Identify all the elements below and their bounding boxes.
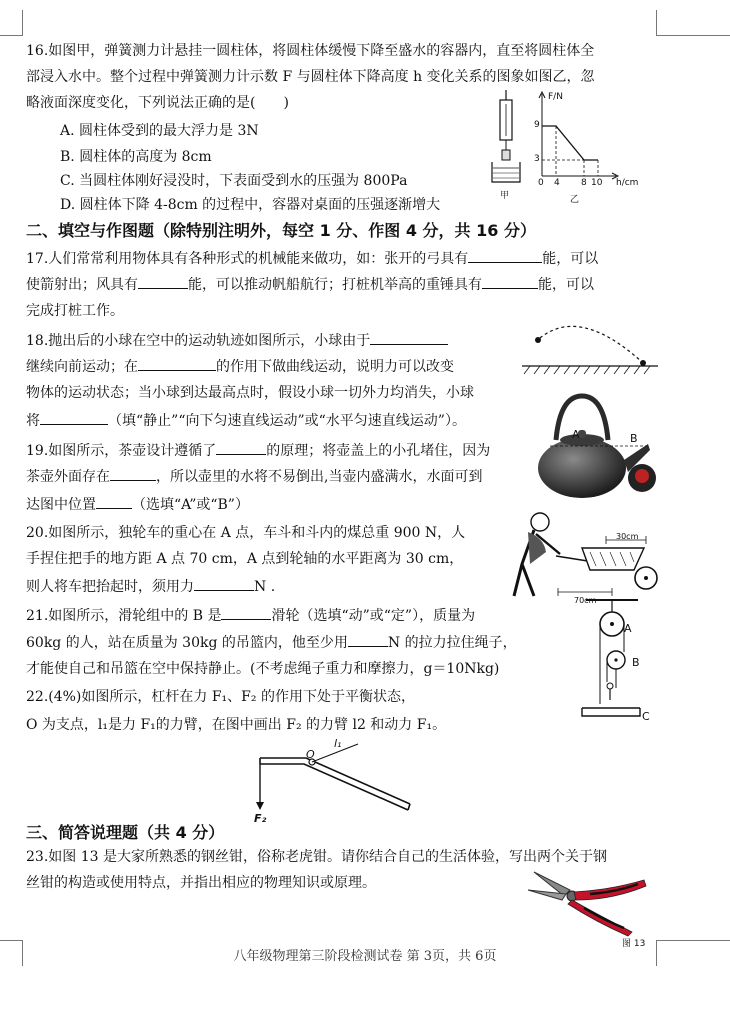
pulley-label-a: A — [624, 622, 632, 635]
q21-line-1 — [26, 605, 475, 625]
teapot-figure — [530, 390, 660, 502]
q20-line-3 — [26, 576, 275, 596]
wheelbarrow-figure — [500, 508, 662, 604]
graph-x-tick-0: 0 — [538, 178, 544, 188]
q21-text: 21.如图所示，滑轮组中的 B 是 — [26, 608, 222, 624]
answer-blank[interactable] — [40, 410, 108, 425]
crop-mark — [656, 940, 730, 941]
teapot-label-a: A — [572, 428, 580, 441]
section-3-title: 三、简答说理题（共 4 分） — [26, 823, 225, 842]
crop-mark — [22, 10, 23, 36]
q19-text: （选填“A”或“B”） — [132, 497, 249, 513]
graph-x-tick-4: 4 — [554, 178, 560, 188]
answer-blank[interactable] — [348, 632, 388, 647]
q19-text: 茶壶外面存在 — [26, 469, 110, 485]
q20-text: N . — [254, 579, 276, 595]
q18-text: 的作用下做曲线运动，说明力可以改变 — [216, 359, 454, 375]
graph-x-label: h/cm — [616, 178, 639, 188]
q20-line-1: 20.如图所示，独轮车的重心在 A 点，车斗和斗内的煤总重 900 N，人 — [26, 525, 466, 541]
section-2-title: 二、填空与作图题（除特别注明外，每空 1 分、作图 4 分，共 16 分） — [26, 221, 536, 240]
q18-text: 继续向前运动；在 — [26, 359, 138, 375]
graph-x-tick-10: 10 — [591, 178, 603, 188]
q21-text: N 的拉力拉住绳子， — [387, 635, 517, 651]
page-footer: 八年级物理第三阶段检测试卷 第 3页，共 6页 — [233, 949, 497, 964]
q21-text: 60kg 的人，站在质量为 30kg 的吊篮内，他至少用 — [26, 635, 348, 651]
answer-blank[interactable] — [110, 466, 156, 481]
answer-blank[interactable] — [216, 440, 266, 455]
pulley-label-c: C — [642, 710, 650, 723]
graph-y-tick-9: 9 — [534, 120, 540, 130]
q19-text: 达图中位置 — [26, 497, 96, 513]
answer-blank[interactable] — [370, 330, 448, 345]
answer-blank[interactable] — [482, 274, 538, 289]
answer-blank[interactable] — [96, 494, 132, 509]
answer-blank[interactable] — [138, 356, 216, 371]
teapot-label-b: B — [630, 432, 638, 445]
q16-option-d: D. 圆柱体下降 4-8cm 的过程中，容器对桌面的压强逐渐增大 — [60, 197, 441, 213]
q19-line-2 — [26, 466, 482, 486]
q19-text: ，所以壶里的水将不易倒出,当壶内盛满水，水面可到 — [156, 469, 483, 485]
q22-line-2: O 为支点，l₁是力 F₁的力臂，在图中画出 F₂ 的力臂 l2 和动力 F₁。 — [26, 717, 447, 733]
pulley-label-b: B — [632, 656, 640, 669]
q17-text: 能，可以 — [542, 251, 599, 267]
label-yi: 乙 — [570, 195, 580, 205]
lever-label-l1: l₁ — [334, 737, 342, 750]
label-jia: 甲 — [500, 191, 510, 201]
graph-y-label: F/N — [548, 92, 563, 102]
q17-line-3: 完成打桩工作。 — [26, 303, 124, 319]
crop-mark — [0, 940, 22, 941]
lever-figure — [246, 738, 416, 834]
q17-text: 能，可以 — [538, 277, 594, 293]
q16-option-b: B. 圆柱体的高度为 8cm — [60, 149, 212, 165]
q18-line-1 — [26, 330, 448, 350]
q17-line-2 — [26, 274, 594, 294]
crop-mark — [0, 35, 22, 36]
q18-text: 18.抛出后的小球在空中的运动轨迹如图所示，小球由于 — [26, 333, 371, 349]
q22-line-1: 22.(4%)如图所示，杠杆在力 F₁、F₂ 的作用下处于平衡状态， — [26, 689, 415, 705]
spring-scale-figure — [488, 88, 528, 198]
dim-30cm: 30cm — [616, 532, 639, 541]
dim-70cm: 70cm — [574, 596, 597, 605]
answer-blank[interactable] — [221, 605, 271, 620]
q17-text: 能，可以推动帆船航行；打桩机举高的重锤具有 — [188, 277, 482, 293]
graph-x-tick-8: 8 — [581, 178, 587, 188]
q16-line-2: 部浸入水中。整个过程中弹簧测力计示数 F 与圆柱体下降高度 h 变化关系的图象如图乙，忽 — [26, 69, 595, 85]
q18-line-3: 物体的运动状态；当小球到达最高点时，假设小球一切外力均消失，小球 — [26, 385, 474, 401]
q21-text: 滑轮（选填“动”或“定”），质量为 — [271, 608, 476, 624]
q17-text: 17.人们常常利用物体具有各种形式的机械能来做功，如：张开的弓具有 — [26, 251, 469, 267]
q18-text: （填“静止”“向下匀速直线运动”或“水平匀速直线运动”）。 — [108, 413, 466, 429]
q17-line-1 — [26, 248, 598, 268]
ball-trajectory-figure — [520, 316, 660, 378]
graph-y-tick-3: 3 — [534, 154, 540, 164]
q20-text: 则人将车把抬起时，须用力 — [26, 579, 194, 595]
q16-option-a: A. 圆柱体受到的最大浮力是 3N — [60, 123, 259, 139]
q17-text: 使箭射出；风具有 — [26, 277, 138, 293]
answer-blank[interactable] — [194, 576, 254, 591]
crop-mark — [656, 35, 730, 36]
figure-13-label: 图 13 — [622, 939, 646, 949]
q21-line-3: 才能使自己和吊篮在空中保持静止。(不考虑绳子重力和摩擦力，g＝10Nkg) — [26, 661, 500, 677]
q16-line-1: 16.如图甲，弹簧测力计悬挂一圆柱体，将圆柱体缓慢下降至盛水的容器内，直至将圆柱体全 — [26, 43, 595, 59]
q20-line-2: 手捏住把手的地方距 A 点 70 cm，A 点到轮轴的水平距离为 30 cm， — [26, 551, 464, 567]
q23-line-1: 23.如图 13 是大家所熟悉的钢丝钳，俗称老虎钳。请你结合自己的生活体验，写出两个关于钢 — [26, 849, 607, 865]
crop-mark — [656, 10, 657, 36]
q18-text: 将 — [26, 413, 40, 429]
q19-line-1 — [26, 440, 490, 460]
answer-blank[interactable] — [138, 274, 188, 289]
q16-option-c: C. 当圆柱体刚好浸没时，下表面受到水的压强为 800Pa — [60, 173, 408, 189]
q19-line-3 — [26, 494, 249, 514]
q18-line-4 — [26, 410, 466, 430]
q23-line-2: 丝钳的构造或使用特点，并指出相应的物理知识或原理。 — [26, 875, 376, 891]
q19-text: 19.如图所示，茶壶设计遵循了 — [26, 443, 217, 459]
q18-line-2 — [26, 356, 454, 376]
lever-label-o: O — [306, 748, 315, 761]
answer-blank[interactable] — [468, 248, 542, 263]
pulley-figure — [576, 596, 656, 722]
q21-line-2 — [26, 632, 517, 652]
lever-label-f2: F₂ — [254, 812, 267, 825]
q16-line-3: 略液面深度变化，下列说法正确的是( ) — [26, 95, 289, 111]
q19-text: 的原理；将壶盖上的小孔堵住，因为 — [266, 443, 491, 459]
pliers-figure — [520, 862, 650, 938]
